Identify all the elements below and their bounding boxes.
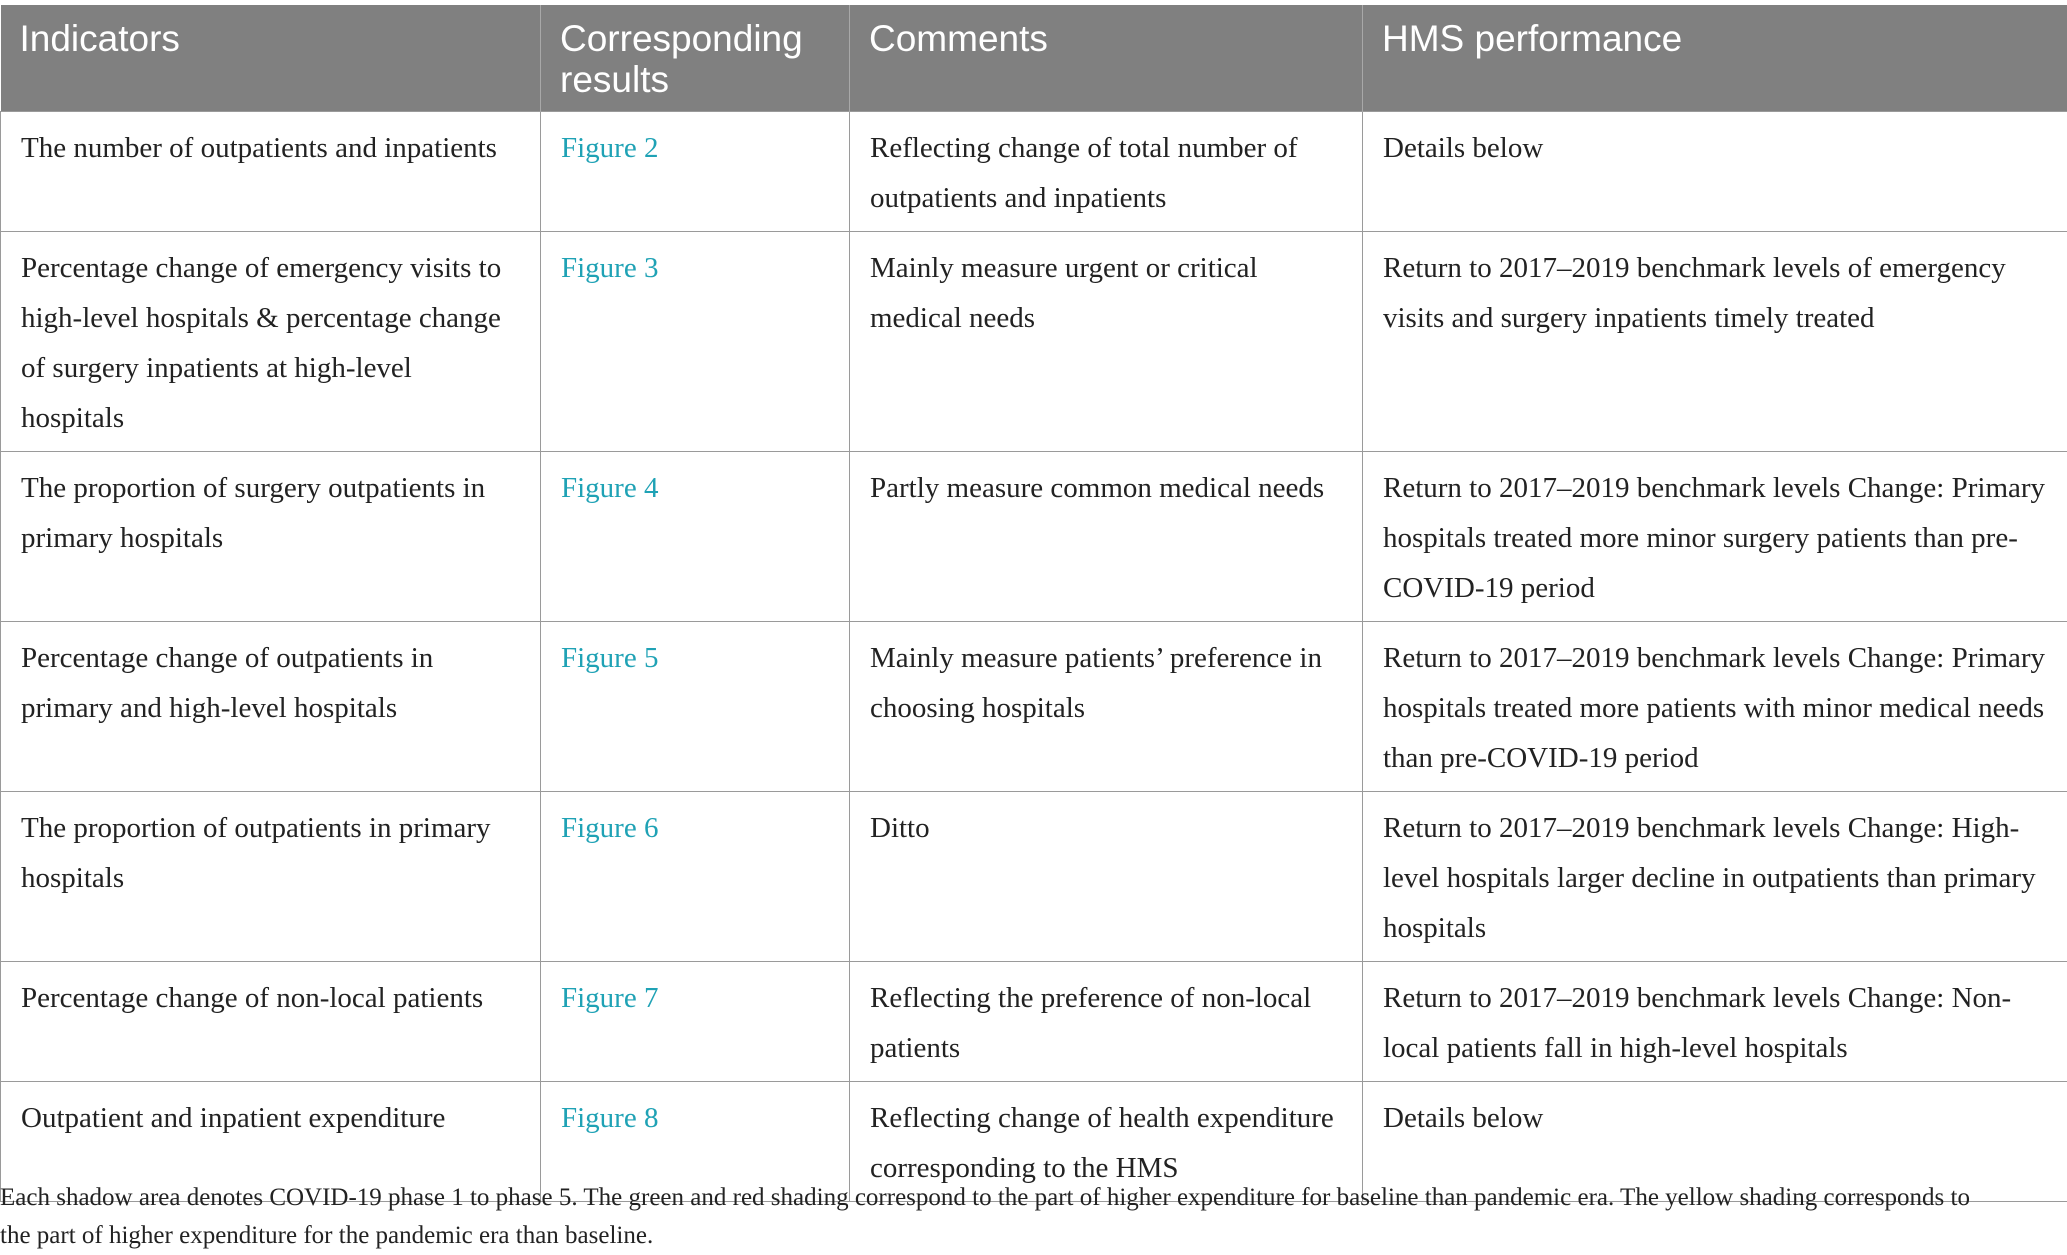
table-header [1,5,2067,112]
indicator-cell: The proportion of outpatients in primary hospitals [1,792,541,962]
figure-link[interactable]: Figure 6 [541,792,850,962]
header-hms-performance: HMS performance [1363,5,2067,112]
comment-cell: Reflecting change of health expenditure corresponding to the HMS [850,1082,1363,1202]
indicator-cell: The number of outpatients and inpatients [1,112,541,232]
header-row [1,5,2067,112]
indicators-table [0,5,2067,1202]
figure-link[interactable]: Figure 3 [541,232,850,452]
table-row [1,112,2067,232]
comment-cell: Mainly measure urgent or critical medical needs [850,232,1363,452]
header-indicators: Indicators [1,5,541,112]
table-body [1,112,2067,1202]
indicators-table-container [0,5,2067,1202]
performance-cell: Details below [1363,112,2067,232]
indicator-cell: Percentage change of non-local patients [1,962,541,1082]
figure-link[interactable]: Figure 5 [541,622,850,792]
table-row [1,792,2067,962]
header-corresponding-results: Corresponding results [541,5,850,112]
performance-cell: Return to 2017–2019 benchmark levels Change: High-level hospitals larger decline in outpatients than primary hospitals [1363,792,2067,962]
comment-cell: Reflecting the preference of non-local patients [850,962,1363,1082]
figure-link[interactable]: Figure 2 [541,112,850,232]
performance-cell: Details below [1363,1082,2067,1202]
table-row [1,232,2067,452]
comment-cell: Partly measure common medical needs [850,452,1363,622]
header-comments: Comments [850,5,1363,112]
comment-cell: Mainly measure patients’ preference in choosing hospitals [850,622,1363,792]
indicator-cell: Percentage change of emergency visits to high-level hospitals & percentage change of surgery inpatients at high-level hospitals [1,232,541,452]
figure-link[interactable]: Figure 8 [541,1082,850,1202]
performance-cell: Return to 2017–2019 benchmark levels Change: Non-local patients fall in high-level hospitals [1363,962,2067,1082]
comment-cell: Ditto [850,792,1363,962]
figure-link[interactable]: Figure 4 [541,452,850,622]
performance-cell: Return to 2017–2019 benchmark levels Change: Primary hospitals treated more minor surgery patients than pre-COVID-19 period [1363,452,2067,622]
table-footnote: Each shadow area denotes COVID-19 phase 1 to phase 5. The green and red shading correspond to the part of higher expenditure for baseline than pandemic era. The yellow shading corresponds to the part of higher expenditure for the pandemic era than baseline. [0,1179,2000,1255]
performance-cell: Return to 2017–2019 benchmark levels of emergency visits and surgery inpatients timely treated [1363,232,2067,452]
comment-cell: Reflecting change of total number of outpatients and inpatients [850,112,1363,232]
table-row [1,962,2067,1082]
indicator-cell: Outpatient and inpatient expenditure [1,1082,541,1202]
performance-cell: Return to 2017–2019 benchmark levels Change: Primary hospitals treated more patients with minor medical needs than pre-COVID-19 period [1363,622,2067,792]
indicator-cell: Percentage change of outpatients in primary and high-level hospitals [1,622,541,792]
indicator-cell: The proportion of surgery outpatients in primary hospitals [1,452,541,622]
table-row [1,452,2067,622]
figure-link[interactable]: Figure 7 [541,962,850,1082]
table-row [1,622,2067,792]
